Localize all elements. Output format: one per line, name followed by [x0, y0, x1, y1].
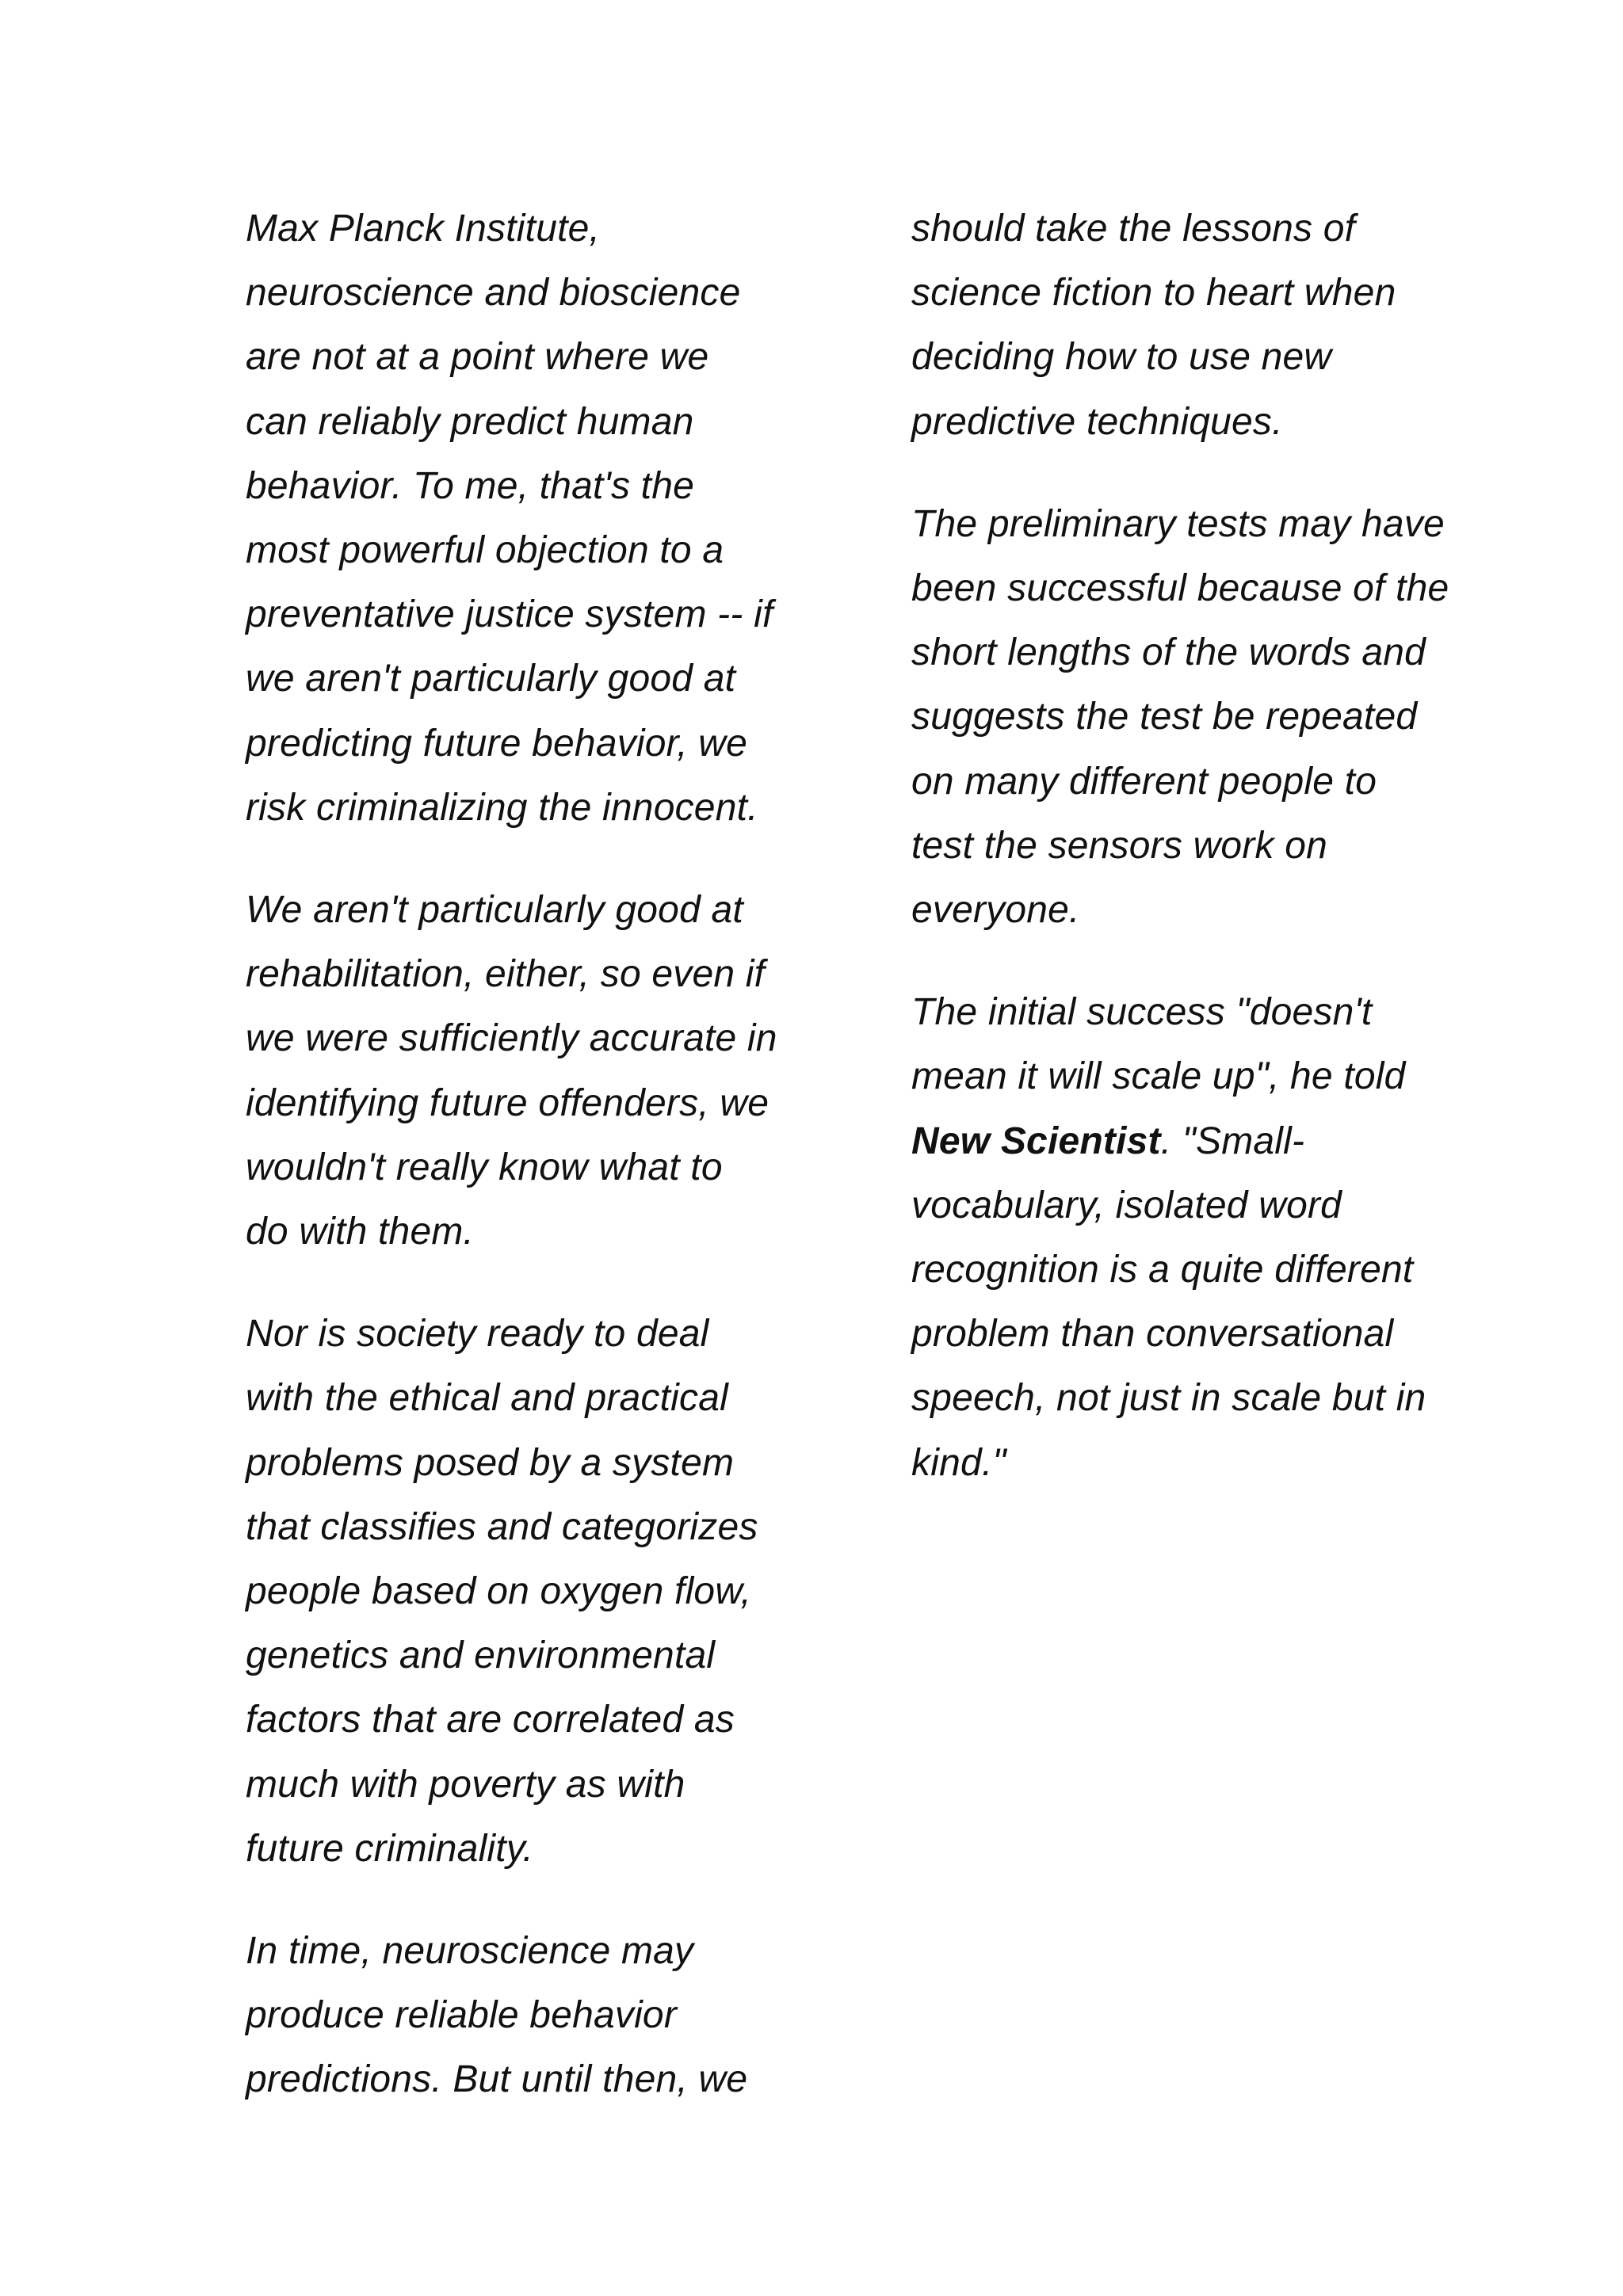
text-line: predictions. But until then, we — [246, 2058, 748, 2101]
text-line: science fiction to heart when — [911, 272, 1396, 315]
text-line-with-source — [911, 1109, 1482, 1173]
text-line: behavior. To me, that's the — [246, 464, 695, 507]
paragraph-science-fiction — [911, 196, 1482, 454]
text-line: that classifies and categorizes — [246, 1505, 758, 1548]
text-line: factors that are correlated as — [246, 1699, 735, 1741]
text-line: Max Planck Institute, — [246, 208, 601, 250]
right-column — [911, 196, 1482, 1533]
text-line: been successful because of the — [911, 567, 1449, 610]
text-line: problems posed by a system — [246, 1441, 735, 1484]
text-line: we were sufficiently accurate in — [246, 1017, 777, 1060]
paragraph-in-time — [246, 1919, 816, 2112]
text-line: on many different people to — [911, 760, 1377, 803]
text-line: everyone. — [911, 889, 1080, 932]
paragraph-initial-success-quote — [911, 980, 1482, 1495]
left-column — [246, 196, 816, 2150]
paragraph-rehabilitation — [246, 878, 816, 1264]
text-line: The initial success "doesn't — [911, 991, 1373, 1034]
text-line: wouldn't really know what to — [246, 1146, 723, 1188]
text-line: test the sensors work on — [911, 824, 1328, 867]
text-line: people based on oxygen flow, — [246, 1570, 752, 1613]
text-line: much with poverty as with — [246, 1763, 685, 1806]
text-line: problem than conversational — [911, 1313, 1394, 1356]
text-line: most powerful objection to a — [246, 529, 724, 572]
paragraph-society-readiness — [246, 1302, 816, 1881]
text-fragment: . "Small- — [1160, 1119, 1305, 1162]
text-line: can reliably predict human — [246, 400, 694, 443]
paragraph-prediction-objection — [246, 196, 816, 840]
text-line: rehabilitation, either, so even if — [246, 953, 766, 996]
text-line: with the ethical and practical — [246, 1377, 728, 1420]
text-line: In time, neuroscience may — [246, 1930, 694, 1973]
text-line: risk criminalizing the innocent. — [246, 786, 758, 829]
text-line: We aren't particularly good at — [246, 889, 743, 932]
text-line: future criminality. — [246, 1827, 534, 1870]
text-line: deciding how to use new — [911, 336, 1332, 379]
text-line: kind." — [911, 1441, 1006, 1484]
text-line: produce reliable behavior — [246, 1994, 678, 2037]
source-name-new-scientist: New Scientist — [911, 1119, 1161, 1162]
text-line: short lengths of the words and — [911, 631, 1426, 674]
text-line: are not at a point where we — [246, 336, 709, 379]
text-line: we aren't particularly good at — [246, 658, 736, 700]
text-line: The preliminary tests may have — [911, 502, 1445, 545]
text-line: speech, not just in scale but in — [911, 1377, 1426, 1420]
text-line: recognition is a quite different — [911, 1249, 1414, 1291]
text-line: vocabulary, isolated word — [911, 1184, 1342, 1226]
text-line: identifying future offenders, we — [246, 1081, 769, 1124]
text-line: do with them. — [246, 1211, 475, 1253]
text-line: preventative justice system -- if — [246, 593, 773, 636]
text-line: Nor is society ready to deal — [246, 1313, 709, 1356]
text-line: genetics and environmental — [246, 1634, 716, 1677]
paragraph-preliminary-tests — [911, 492, 1482, 942]
text-line: mean it will scale up", he told — [911, 1055, 1406, 1098]
text-line: predicting future behavior, we — [246, 722, 748, 765]
text-line: neuroscience and bioscience — [246, 272, 741, 315]
text-line: predictive techniques. — [911, 400, 1283, 443]
text-line: suggests the test be repeated — [911, 696, 1418, 738]
text-line: should take the lessons of — [911, 208, 1356, 250]
